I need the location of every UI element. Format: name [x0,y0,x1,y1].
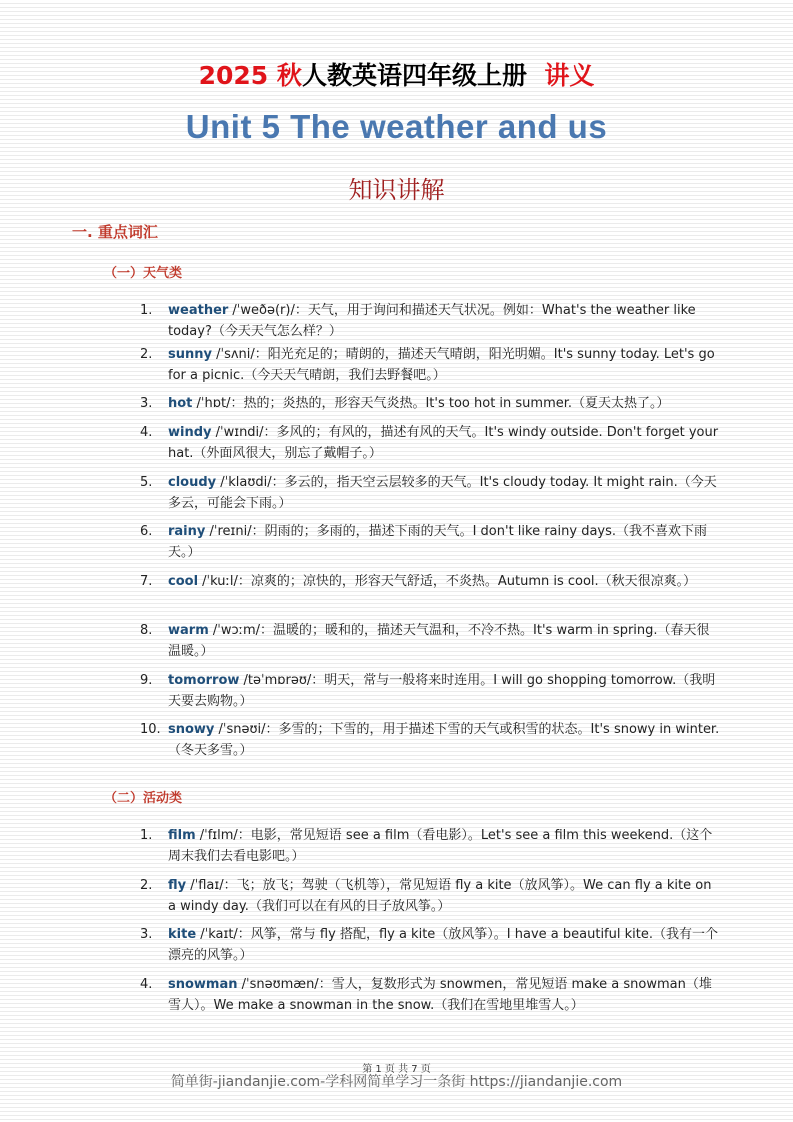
vocab-definition: /ˈwɪndi/：多风的；有风的，描述有风的天气。It's windy outside. Don't forget your hat.（外面风很大，别忘了戴帽子。） [168,425,719,461]
list-item [140,521,722,571]
item-number: 3. [140,396,153,411]
list-item [140,670,722,719]
vocab-definition: /ˈkuːl/：凉爽的；凉快的，形容天气舒适，不炎热。Autumn is cool.（秋天很凉爽。） [198,574,697,589]
weather-word-list [140,300,722,763]
vocab-definition: /ˈkaɪt/：风筝，常与 fly 搭配，fly a kite（放风筝）。I have a beautiful kite.（我有一个漂亮的风筝。） [168,927,718,963]
vocab-word: weather [168,303,229,318]
item-number: 2. [140,347,153,362]
list-item [140,393,722,422]
item-number: 8. [140,623,153,638]
item-number: 9. [140,673,153,688]
vocab-word: snowman [168,977,238,992]
vocab-definition: /ˈfɪlm/：电影，常见短语 see a film（看电影）。Let's see a film this weekend.（这个周末我们去看电影吧。） [168,828,713,864]
page-number: 第 1 页 共 7 页 [362,1064,431,1075]
unit-title: Unit 5 The weather and us [185,108,608,145]
title-year: 2025 [198,61,269,90]
heading-activity-words: （二）活动类 [104,791,183,806]
list-item [140,825,722,875]
list-item [140,924,722,974]
vocab-definition: /ˈreɪni/：阴雨的；多雨的，描述下雨的天气。I don't like rainy days.（我不喜欢下雨天。） [168,524,708,560]
list-item [140,472,722,521]
list-item [140,620,722,670]
vocab-word: sunny [168,347,212,362]
vocab-definition: /ˈklaʊdi/：多云的，指天空云层较多的天气。It's cloudy today. It might rain.（今天多云，可能会下雨。） [168,475,717,511]
vocab-word: hot [168,396,193,411]
item-number: 2. [140,878,153,893]
list-item [140,300,722,344]
list-item [140,571,722,620]
list-item [140,344,722,393]
item-number: 10. [140,722,161,737]
vocab-definition: /ˈweðə(r)/：天气，用于询问和描述天气状况。例如：What's the weather like today?（今天天气怎么样？） [168,303,696,339]
item-number: 4. [140,977,153,992]
list-item [140,719,722,763]
document-title [0,56,793,92]
list-item [140,974,722,1018]
section-title: 知识讲解 [348,176,445,204]
vocab-definition: /ˈwɔːm/：温暖的；暖和的，描述天气温和，不冷不热。It's warm in spring.（春天很温暖。） [168,623,710,659]
vocab-word: fly [168,878,187,893]
item-number: 4. [140,425,153,440]
site-watermark: 简单街-jiandanjie.com-学科网简单学习一条街 https://jiandanjie.com [170,1074,623,1090]
vocab-definition: /ˈhɒt/：热的；炎热的，形容天气炎热。It's too hot in summer.（夏天太热了。） [192,396,670,411]
item-number: 1. [140,828,153,843]
title-suffix: 讲义 [544,61,595,90]
title-main: 人教英语四年级上册 [301,61,527,90]
vocab-word: film [168,828,196,843]
vocab-word: kite [168,927,197,942]
vocab-word: warm [168,623,209,638]
vocab-definition: /ˈflaɪ/：飞；放飞；驾驶（飞机等），常见短语 fly a kite（放风筝）。We can fly a kite on a windy day.（我们可以在有风的日子放风筝。） [168,878,712,914]
title-season: 秋 [276,61,302,90]
heading-weather-words: （一）天气类 [104,266,183,281]
item-number: 1. [140,303,153,318]
vocab-word: cloudy [168,475,217,490]
heading-key-vocabulary: 一. 重点词汇 [72,223,158,241]
vocab-definition: /ˈsʌni/：阳光充足的；晴朗的，描述天气晴朗，阳光明媚。It's sunny today. Let's go for a picnic.（今天天气晴朗，我们去野餐吧。） [168,347,715,383]
vocab-definition: /ˈsnəʊmæn/：雪人，复数形式为 snowmen，常见短语 make a snowman（堆雪人）。We make a snowman in the snow.（我们在雪地里堆雪人。） [168,977,712,1013]
vocab-word: tomorrow [168,673,240,688]
vocab-definition: /ˈsnəʊi/：多雪的；下雪的，用于描述下雪的天气或积雪的状态。It's snowy in winter.（冬天多雪。） [168,722,720,758]
vocab-word: windy [168,425,212,440]
vocab-definition: /təˈmɒrəʊ/：明天，常与一般将来时连用。I will go shopping tomorrow.（我明天要去购物。） [168,673,716,709]
item-number: 3. [140,927,153,942]
activity-word-list [140,825,722,1018]
vocab-word: rainy [168,524,206,539]
vocab-word: snowy [168,722,215,737]
list-item [140,422,722,472]
item-number: 5. [140,475,153,490]
item-number: 7. [140,574,153,589]
item-number: 6. [140,524,153,539]
vocab-word: cool [168,574,199,589]
list-item [140,875,722,924]
